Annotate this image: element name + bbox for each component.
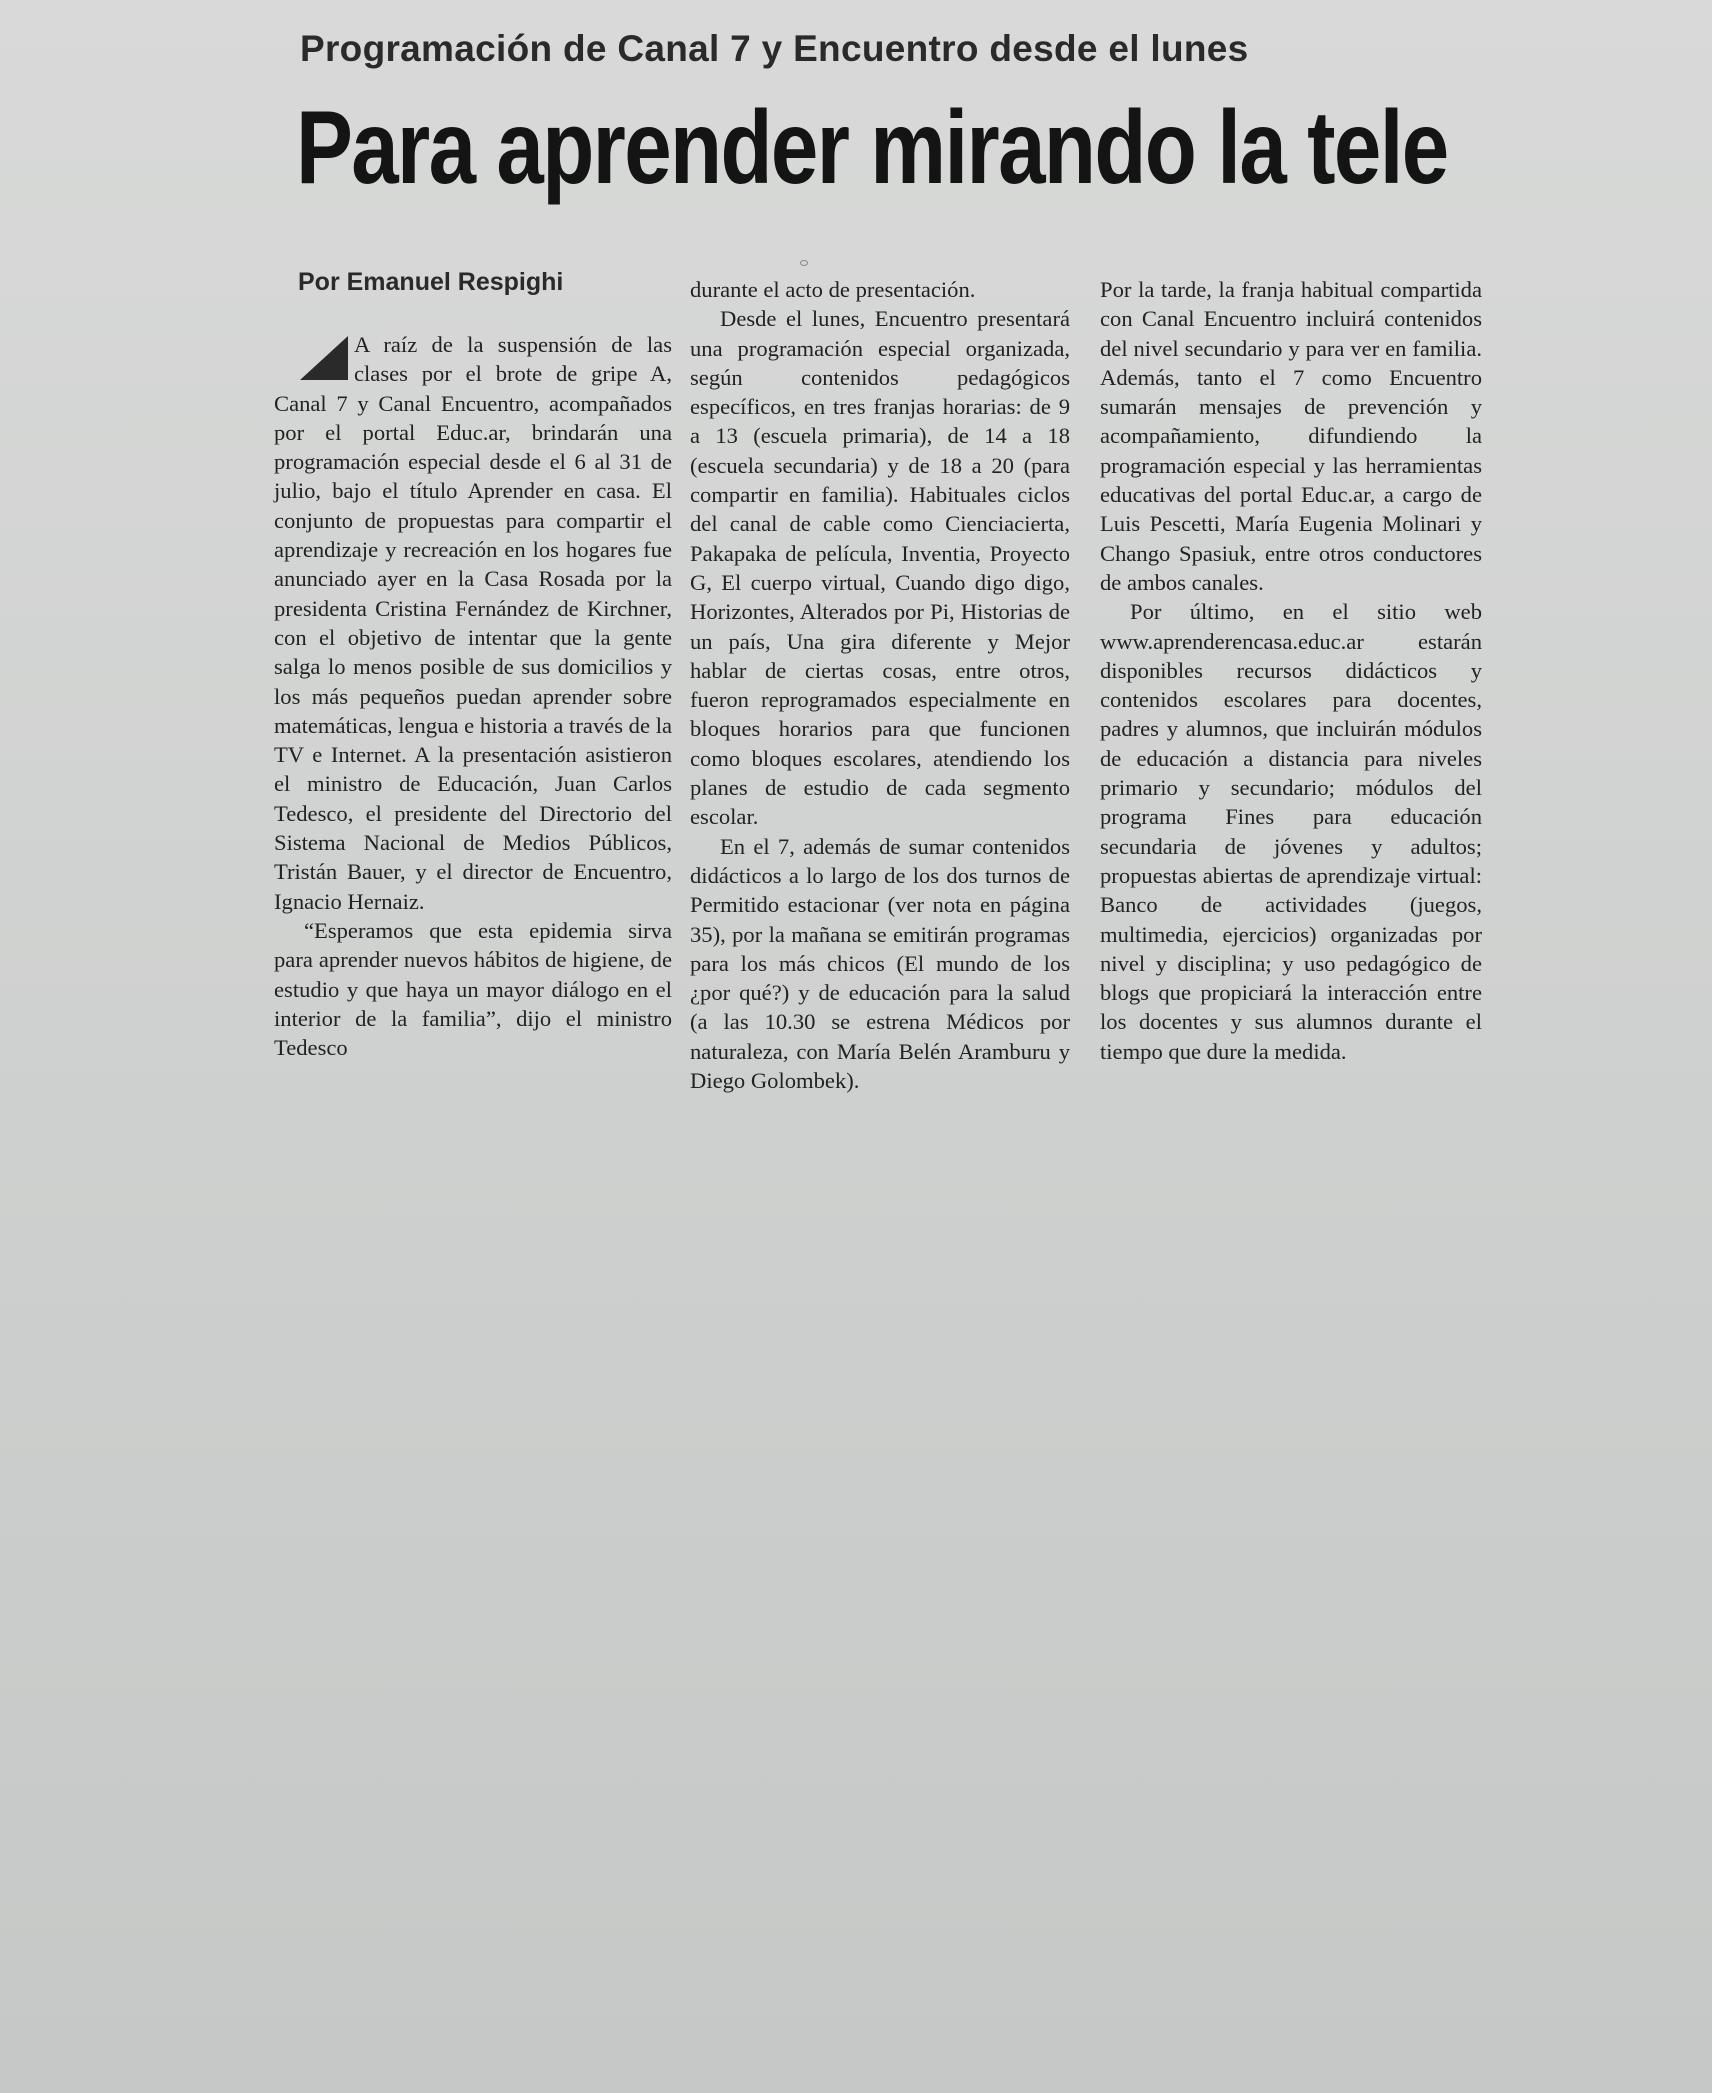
article-column-1	[274, 330, 672, 1062]
drop-cap-triangle-icon	[300, 336, 348, 380]
print-speck	[800, 260, 808, 266]
article-byline: Por Emanuel Respighi	[298, 268, 564, 296]
article-column-3	[1100, 275, 1482, 1066]
article-headline: Para aprender mirando la tele	[296, 90, 1448, 206]
paragraph: durante el acto de presentación.	[690, 277, 976, 302]
article-column-2	[690, 275, 1070, 1095]
paragraph: “Esperamos que esta epidemia sirva para aprender nuevos hábitos de higiene, de estudio y que haya un mayor diálogo en el interior de la familia”, dijo el ministro Tedesco	[274, 917, 672, 1061]
article-kicker: Programación de Canal 7 y Encuentro desde el lunes	[300, 28, 1249, 69]
paragraph: Por último, en el sitio web www.aprenderencasa.educ.ar estarán disponibles recursos didácticos y contenidos escolares para docentes, padres y alumnos, que incluirán módulos de educación a distancia para niveles primario y secundario; módulos del programa Fines para educación secundaria de jóvenes y adultos; propuestas abiertas de aprendizaje virtual: Banco de actividades (juegos, multimedia, ejercicios) organizadas por nivel y disciplina; y uso pedagógico de blogs que propiciará la interacción entre los docentes y sus alumnos durante el tiempo que dure la medida.	[1100, 599, 1482, 1064]
paragraph: A raíz de la suspensión de las clases por el brote de gripe A, Canal 7 y Canal Encuentro, acompañados por el portal Educ.ar, brindarán una programación especial desde el 6 al 31 de julio, bajo el título Aprender en casa. El conjunto de propuestas para compartir el aprendizaje y recreación en los hogares fue anunciado ayer en la Casa Rosada por la presidenta Cristina Fernández de Kirchner, con el objetivo de intentar que la gente salga lo menos posible de sus domicilios y los más pequeños puedan aprender sobre matemáticas, lengua e historia a través de la TV e Internet. A la presentación asistieron el ministro de Educación, Juan Carlos Tedesco, el presidente del Directorio del Sistema Nacional de Medios Públicos, Tristán Bauer, y el director de Encuentro, Ignacio Hernaiz.	[274, 332, 672, 914]
paragraph: Desde el lunes, Encuentro presentará una programación especial organizada, según contenidos pedagógicos específicos, en tres franjas horarias: de 9 a 13 (escuela primaria), de 14 a 18 (escuela secundaria) y de 18 a 20 (para compartir en familia). Habituales ciclos del canal de cable como Cienciacierta, Pakapaka de película, Inventia, Proyecto G, El cuerpo virtual, Cuando digo digo, Horizontes, Alterados por Pi, Historias de un país, Una gira diferente y Mejor hablar de ciertas cosas, entre otros, fueron reprogramados especialmente en bloques horarios para que funcionen como bloques escolares, atendiendo los planes de estudio de cada segmento escolar.	[690, 306, 1070, 830]
paragraph: Por la tarde, la franja habitual compartida con Canal Encuentro incluirá contenidos del nivel secundario y para ver en familia. Además, tanto el 7 como Encuentro sumarán mensajes de prevención y acompañamiento, difundiendo la programación especial y las herramientas educativas del portal Educ.ar, a cargo de Luis Pescetti, María Eugenia Molinari y Chango Spasiuk, entre otros conductores de ambos canales.	[1100, 277, 1482, 595]
paragraph: En el 7, además de sumar contenidos didácticos a lo largo de los dos turnos de Permitido estacionar (ver nota en página 35), por la mañana se emitirán programas para los más chicos (El mundo de los ¿por qué?) y de educación para la salud (a las 10.30 se estrena Médicos por naturaleza, con María Belén Aramburu y Diego Golombek).	[690, 833, 1070, 1094]
